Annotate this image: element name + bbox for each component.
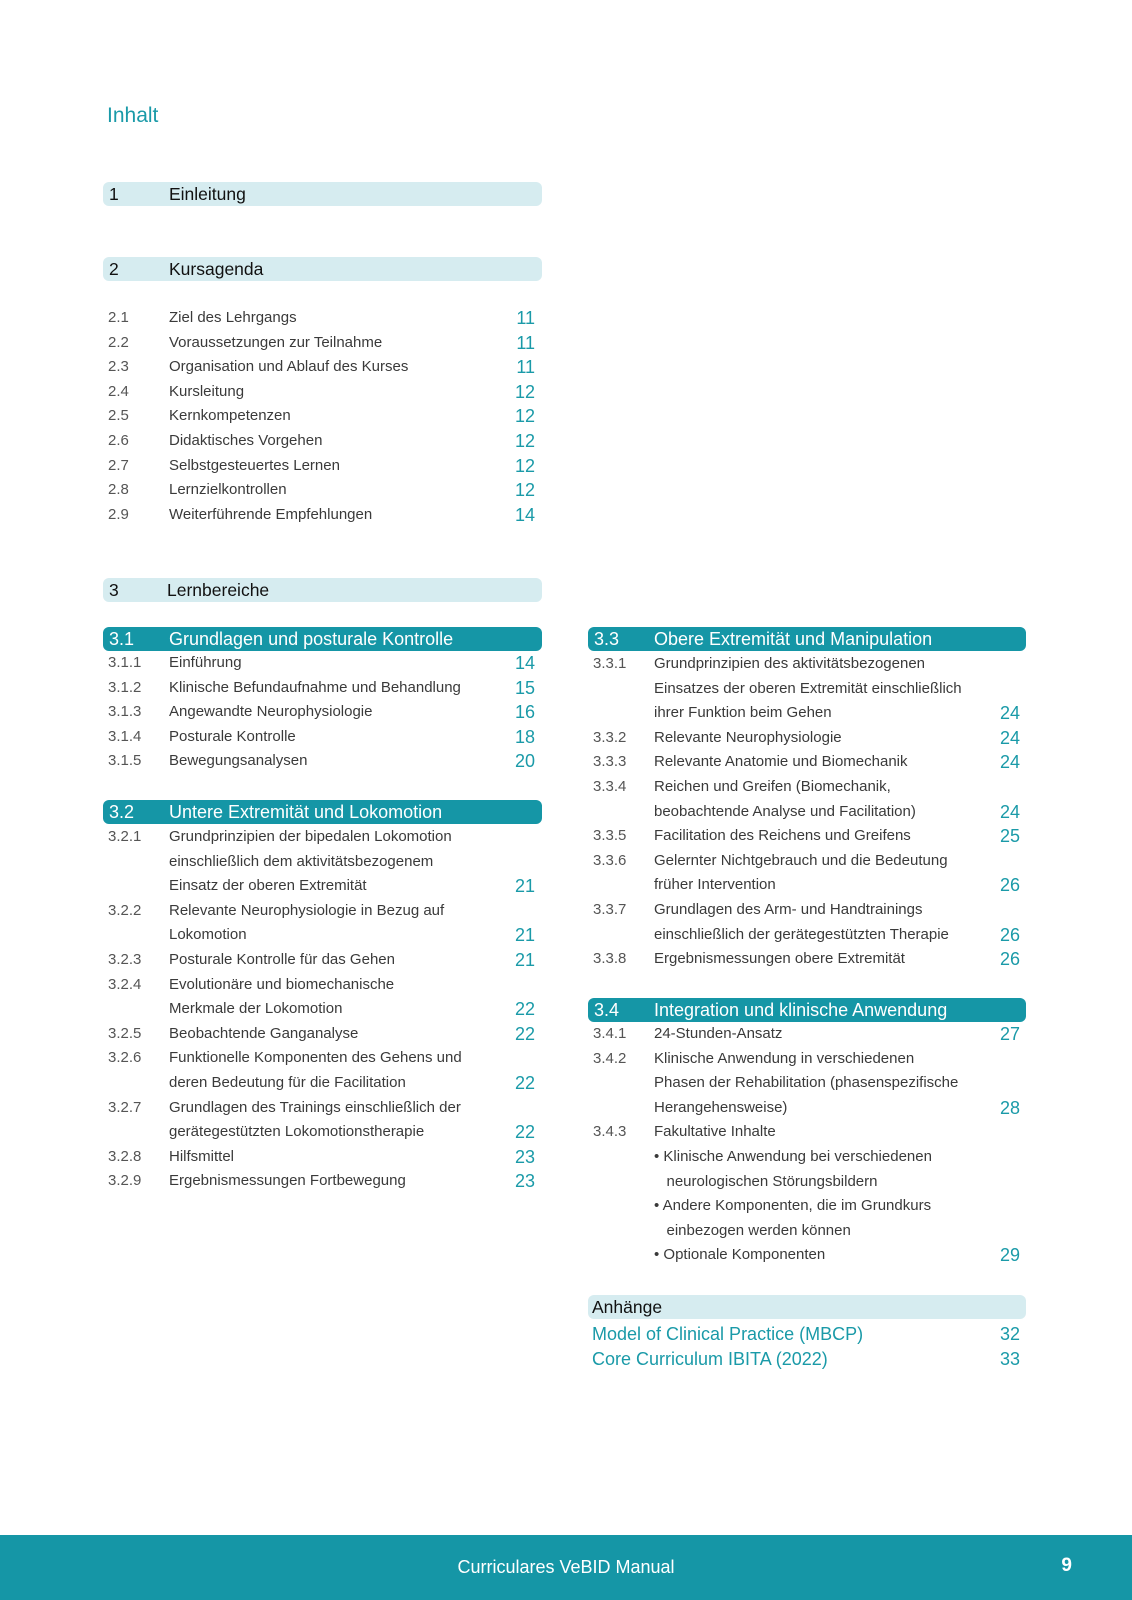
toc-entry[interactable] bbox=[108, 1071, 535, 1096]
entry-page: 11 bbox=[516, 357, 535, 378]
entry-title: Beobachtende Ganganalyse bbox=[169, 1024, 359, 1042]
appendix-label: Anhänge bbox=[592, 1296, 663, 1317]
entry-page: 24 bbox=[999, 703, 1020, 724]
entry-title: früher Intervention bbox=[654, 876, 776, 894]
entry-number: 3.3.3 bbox=[593, 753, 627, 771]
section-3-2-header[interactable] bbox=[103, 800, 542, 824]
toc-entry[interactable] bbox=[108, 948, 535, 973]
entry-page: 26 bbox=[999, 949, 1020, 970]
toc-entry[interactable] bbox=[108, 825, 535, 850]
toc-entry[interactable] bbox=[108, 355, 535, 380]
toc-entry[interactable] bbox=[108, 478, 535, 503]
entry-number: 3.2.5 bbox=[108, 1024, 142, 1042]
entry-title: Grundprinzipien des aktivitätsbezogenen bbox=[654, 655, 926, 672]
section-3-4-list bbox=[593, 1022, 1020, 1268]
entry-title: ihrer Funktion beim Gehen bbox=[654, 704, 832, 722]
toc-entry[interactable] bbox=[108, 700, 535, 725]
entry-title: Ergebnismessungen Fortbewegung bbox=[169, 1172, 406, 1190]
entry-page: 24 bbox=[999, 752, 1020, 773]
entry-page: 21 bbox=[514, 949, 535, 970]
entry-page: 14 bbox=[514, 653, 535, 673]
entry-number: 3.1.5 bbox=[108, 752, 142, 770]
entry-title: Grundprinzipien der bipedalen Lokomotion bbox=[169, 828, 452, 845]
entry-number: 3.1.2 bbox=[108, 678, 142, 696]
entry-page: 11 bbox=[516, 308, 535, 328]
entry-number: 3.3.5 bbox=[593, 827, 627, 845]
entry-page: 27 bbox=[999, 1024, 1020, 1044]
entry-page: 25 bbox=[999, 826, 1020, 847]
entry-title: Evolutionäre und biomechanische bbox=[169, 975, 395, 993]
section-label: Grundlagen und posturale Kontrolle bbox=[169, 628, 454, 649]
entry-page: 12 bbox=[514, 381, 535, 402]
section-label: Lernbereiche bbox=[167, 579, 270, 600]
toc-entry[interactable] bbox=[108, 973, 535, 998]
entry-title: Kursleitung bbox=[169, 382, 245, 400]
toc-entry[interactable] bbox=[593, 1120, 1020, 1145]
entry-title: neurologischen Störungsbildern bbox=[654, 1172, 878, 1190]
toc-entry[interactable] bbox=[108, 874, 535, 899]
section-3-1-header[interactable] bbox=[103, 627, 542, 651]
entry-page: 23 bbox=[514, 1146, 535, 1167]
toc-entry[interactable] bbox=[108, 404, 535, 429]
entry-page: 28 bbox=[999, 1097, 1020, 1118]
toc-entry[interactable] bbox=[593, 873, 1020, 898]
entry-title: deren Bedeutung für die Facilitation bbox=[169, 1073, 406, 1091]
toc-entry[interactable] bbox=[593, 849, 1020, 874]
entry-number: 3.4.3 bbox=[593, 1123, 627, 1141]
entry-page: 20 bbox=[514, 751, 535, 772]
toc-entry[interactable] bbox=[593, 1047, 1020, 1072]
entry-number: 2.1 bbox=[108, 309, 129, 326]
entry-number: 3.2.7 bbox=[108, 1098, 142, 1116]
entry-number: 3.3.8 bbox=[593, 950, 627, 968]
entry-title: Didaktisches Vorgehen bbox=[169, 431, 323, 449]
section-label: Obere Extremität und Manipulation bbox=[654, 628, 933, 649]
entry-number: 2.3 bbox=[108, 358, 129, 376]
section-number: 3.2 bbox=[109, 801, 135, 822]
page-title: Inhalt bbox=[107, 104, 159, 127]
entry-title: Reichen und Greifen (Biomechanik, bbox=[654, 777, 891, 795]
toc-entry[interactable] bbox=[108, 1096, 535, 1121]
entry-page: 26 bbox=[999, 924, 1020, 945]
toc-entry[interactable] bbox=[108, 1120, 535, 1145]
entry-number: 3.3.1 bbox=[593, 655, 627, 672]
entry-title: Selbstgesteuertes Lernen bbox=[169, 456, 340, 474]
toc-entry[interactable] bbox=[593, 947, 1020, 972]
entry-title: Relevante Neurophysiologie bbox=[654, 728, 842, 746]
section-label: Einleitung bbox=[169, 183, 246, 204]
entry-number: 3.2.9 bbox=[108, 1172, 142, 1190]
entry-number: 2.6 bbox=[108, 431, 129, 449]
entry-page: 18 bbox=[514, 726, 535, 747]
toc-entry[interactable] bbox=[108, 331, 535, 356]
entry-title: Bewegungsanalysen bbox=[169, 752, 308, 770]
entry-title: Kernkompetenzen bbox=[169, 407, 291, 425]
toc-entry[interactable] bbox=[593, 652, 1020, 677]
entry-title: Angewandte Neurophysiologie bbox=[169, 703, 373, 721]
entry-title: Ergebnismessungen obere Extremität bbox=[654, 950, 905, 968]
entry-page: 11 bbox=[516, 332, 535, 353]
entry-title: Relevante Neurophysiologie in Bezug auf bbox=[169, 901, 445, 919]
entry-title: Grundlagen des Arm- und Handtrainings bbox=[654, 900, 923, 918]
entry-title: Posturale Kontrolle bbox=[169, 727, 296, 745]
section-number: 3 bbox=[109, 579, 119, 600]
toc-entry[interactable] bbox=[108, 899, 535, 924]
entry-page: 22 bbox=[514, 999, 535, 1020]
entry-number: 3.1.3 bbox=[108, 703, 142, 721]
toc-entry[interactable] bbox=[593, 750, 1020, 775]
toc-entry[interactable] bbox=[108, 676, 535, 701]
entry-title: Merkmale der Lokomotion bbox=[169, 1000, 343, 1018]
entry-title: Hilfsmittel bbox=[169, 1147, 235, 1165]
entry-page: 15 bbox=[514, 677, 535, 698]
toc-entry[interactable] bbox=[593, 923, 1020, 948]
toc-entry[interactable] bbox=[593, 1170, 1020, 1195]
entry-page: 23 bbox=[514, 1171, 535, 1192]
entry-title: Einsatzes der oberen Extremität einschließlich bbox=[654, 679, 962, 697]
entry-title: Organisation und Ablauf des Kurses bbox=[169, 358, 409, 376]
appendix-item-title: Core Curriculum IBITA (2022) bbox=[592, 1349, 828, 1369]
entry-page: 22 bbox=[514, 1122, 535, 1143]
toc-entry[interactable] bbox=[108, 997, 535, 1022]
entry-number: 3.4.2 bbox=[593, 1049, 627, 1067]
entry-number: 3.3.2 bbox=[593, 728, 627, 746]
entry-title: Einführung bbox=[169, 654, 242, 671]
footer-title: Curriculares VeBID Manual bbox=[457, 1557, 675, 1577]
entry-title: einschließlich dem aktivitätsbezogenem bbox=[169, 852, 434, 870]
section-3-4-header[interactable] bbox=[588, 998, 1026, 1022]
entry-number: 3.2.2 bbox=[108, 901, 142, 919]
footer-bar bbox=[0, 1535, 1132, 1600]
entry-page: 12 bbox=[514, 406, 535, 427]
entry-title: Einsatz der oberen Extremität bbox=[169, 877, 367, 895]
section-3-2-list bbox=[108, 825, 535, 1194]
entry-title: Klinische Befundaufnahme und Behandlung bbox=[169, 678, 461, 696]
toc-entry[interactable] bbox=[593, 898, 1020, 923]
section-3-3-list bbox=[593, 652, 1020, 972]
entry-title: Ziel des Lehrgangs bbox=[169, 309, 297, 326]
entry-number: 3.2.4 bbox=[108, 975, 142, 993]
appendix-list bbox=[588, 1322, 1024, 1372]
entry-number: 2.2 bbox=[108, 333, 129, 351]
section-number: 3.3 bbox=[594, 628, 620, 649]
page-number: 9 bbox=[1061, 1555, 1072, 1576]
appendix-item[interactable] bbox=[588, 1347, 1024, 1372]
entry-title: Klinische Anwendung in verschiedenen bbox=[654, 1049, 915, 1067]
toc-entry[interactable] bbox=[108, 454, 535, 479]
entry-page: 29 bbox=[999, 1245, 1020, 1266]
toc-entry[interactable] bbox=[593, 1022, 1020, 1047]
entry-title: • Klinische Anwendung bei verschiedenen bbox=[654, 1147, 932, 1165]
entry-page: 24 bbox=[999, 801, 1020, 822]
toc-entry[interactable] bbox=[108, 503, 535, 528]
entry-title: Phasen der Rehabilitation (phasenspezifische bbox=[654, 1074, 959, 1092]
section-number: 3.1 bbox=[109, 628, 135, 649]
toc-entry[interactable] bbox=[108, 923, 535, 948]
entry-title: Weiterführende Empfehlungen bbox=[169, 505, 373, 523]
appendix-item-title: Model of Clinical Practice (MBCP) bbox=[592, 1324, 864, 1344]
entry-title: Gelernter Nichtgebrauch und die Bedeutung bbox=[654, 851, 948, 869]
toc-entry[interactable] bbox=[108, 651, 535, 676]
toc-entry[interactable] bbox=[593, 701, 1020, 726]
section-3-header[interactable] bbox=[103, 578, 542, 602]
entry-number: 3.3.4 bbox=[593, 777, 627, 795]
appendix-item-page: 33 bbox=[999, 1349, 1020, 1369]
entry-number: 3.1.4 bbox=[108, 727, 142, 745]
section-2-header[interactable] bbox=[103, 257, 542, 281]
entry-title: • Andere Komponenten, die im Grundkurs bbox=[654, 1197, 932, 1215]
entry-title: beobachtende Analyse und Facilitation) bbox=[654, 802, 916, 820]
entry-title: Lernzielkontrollen bbox=[169, 481, 287, 499]
entry-number: 3.3.6 bbox=[593, 851, 627, 869]
entry-title: Lokomotion bbox=[169, 926, 247, 944]
entry-number: 2.4 bbox=[108, 382, 129, 400]
section-1-header[interactable] bbox=[103, 182, 542, 206]
toc-entry[interactable] bbox=[593, 1145, 1020, 1170]
entry-title: Voraussetzungen zur Teilnahme bbox=[169, 333, 383, 351]
toc-entry[interactable] bbox=[593, 1219, 1020, 1244]
section-number: 3.4 bbox=[594, 999, 620, 1020]
section-2-list bbox=[108, 306, 535, 527]
toc-entry[interactable] bbox=[108, 725, 535, 750]
entry-number: 3.1.1 bbox=[108, 654, 142, 671]
toc-entry[interactable] bbox=[108, 850, 535, 875]
entry-number: 3.2.6 bbox=[108, 1049, 142, 1067]
entry-title: einbezogen werden können bbox=[654, 1221, 851, 1239]
section-number: 2 bbox=[109, 258, 119, 279]
entry-title: 24-Stunden-Ansatz bbox=[654, 1025, 783, 1042]
toc-entry[interactable] bbox=[108, 749, 535, 774]
section-label: Kursagenda bbox=[169, 258, 264, 279]
entry-page: 12 bbox=[514, 455, 535, 476]
entry-number: 2.9 bbox=[108, 505, 129, 523]
entry-title: Fakultative Inhalte bbox=[654, 1123, 776, 1141]
toc-entry[interactable] bbox=[593, 775, 1020, 800]
entry-page: 26 bbox=[999, 875, 1020, 896]
entry-title: Facilitation des Reichens und Greifens bbox=[654, 827, 911, 845]
entry-number: 3.4.1 bbox=[593, 1025, 627, 1042]
entry-title: gerätegestützten Lokomotionstherapie bbox=[169, 1123, 425, 1141]
entry-number: 3.2.3 bbox=[108, 950, 142, 968]
entry-page: 22 bbox=[514, 1072, 535, 1093]
toc-entry[interactable] bbox=[593, 1096, 1020, 1121]
entry-title: • Optionale Komponenten bbox=[654, 1246, 826, 1264]
entry-title: Herangehensweise) bbox=[654, 1098, 788, 1116]
entry-page: 12 bbox=[514, 430, 535, 451]
section-3-1-list bbox=[108, 651, 535, 774]
toc-entry[interactable] bbox=[108, 1022, 535, 1047]
entry-number: 3.3.7 bbox=[593, 900, 627, 918]
section-label: Untere Extremität und Lokomotion bbox=[169, 801, 443, 822]
toc-entry[interactable] bbox=[593, 677, 1020, 702]
toc-entry[interactable] bbox=[108, 429, 535, 454]
toc-entry[interactable] bbox=[593, 800, 1020, 825]
entry-number: 3.2.8 bbox=[108, 1147, 142, 1165]
toc-entry[interactable] bbox=[593, 1071, 1020, 1096]
toc-entry[interactable] bbox=[593, 824, 1020, 849]
entry-page: 21 bbox=[514, 925, 535, 946]
entry-title: Funktionelle Komponenten des Gehens und bbox=[169, 1049, 462, 1067]
entry-number: 2.5 bbox=[108, 407, 129, 425]
toc-entry[interactable] bbox=[108, 380, 535, 405]
entry-page: 12 bbox=[514, 480, 535, 501]
section-number: 1 bbox=[109, 183, 119, 204]
entry-number: 2.7 bbox=[108, 456, 129, 474]
toc-entry[interactable] bbox=[108, 306, 535, 331]
toc-entry[interactable] bbox=[108, 1145, 535, 1170]
toc-entry[interactable] bbox=[593, 1243, 1020, 1268]
toc-entry[interactable] bbox=[108, 1046, 535, 1071]
appendix-header[interactable] bbox=[588, 1295, 1026, 1319]
appendix-item[interactable] bbox=[588, 1322, 1024, 1347]
entry-page: 24 bbox=[999, 727, 1020, 748]
toc-entry[interactable] bbox=[593, 1194, 1020, 1219]
entry-title: einschließlich der gerätegestützten Therapie bbox=[654, 925, 949, 943]
section-label: Integration und klinische Anwendung bbox=[654, 999, 948, 1020]
entry-page: 16 bbox=[514, 702, 535, 723]
entry-number: 2.8 bbox=[108, 481, 129, 499]
entry-title: Relevante Anatomie und Biomechanik bbox=[654, 753, 908, 771]
entry-page: 22 bbox=[514, 1023, 535, 1044]
entry-number: 3.2.1 bbox=[108, 828, 142, 845]
entry-title: Posturale Kontrolle für das Gehen bbox=[169, 950, 395, 968]
toc-entry[interactable] bbox=[593, 726, 1020, 751]
appendix-item-page: 32 bbox=[999, 1324, 1020, 1344]
toc-entry[interactable] bbox=[108, 1169, 535, 1194]
section-3-3-header[interactable] bbox=[588, 627, 1026, 651]
entry-title: Grundlagen des Trainings einschließlich der bbox=[169, 1098, 461, 1116]
entry-page: 21 bbox=[514, 876, 535, 897]
entry-page: 14 bbox=[514, 504, 535, 525]
